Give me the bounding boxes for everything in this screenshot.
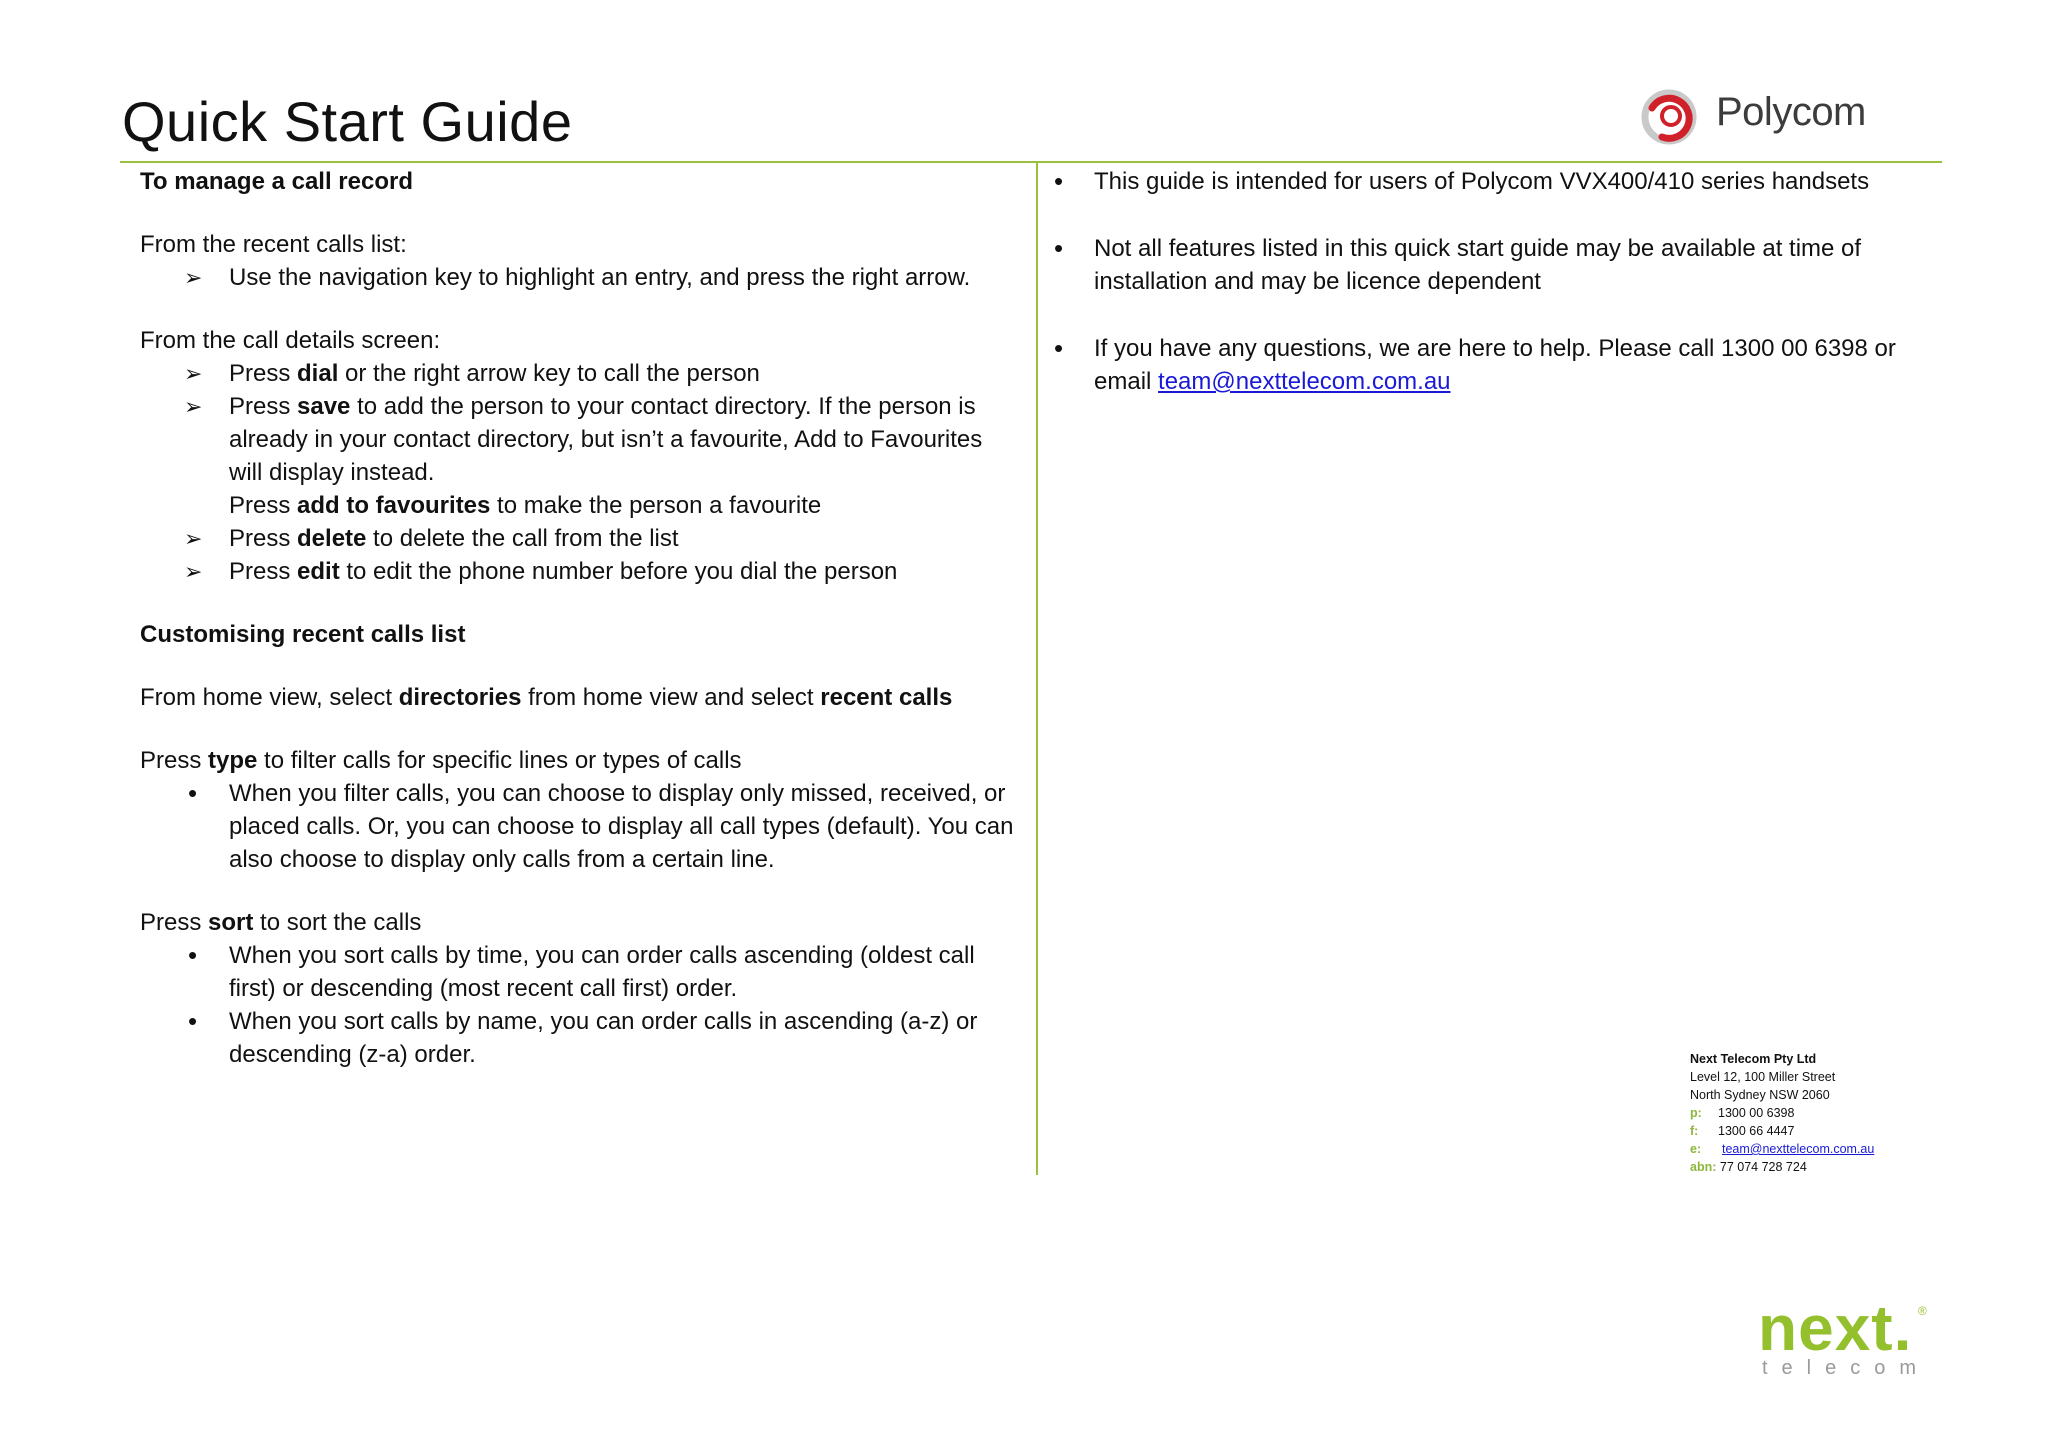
sort-items xyxy=(140,939,1020,1071)
list-item: ➢ Press delete to delete the call from the list xyxy=(140,522,1020,555)
list-item: • Not all features listed in this quick start guide may be available at time of installation and may be licence dependent xyxy=(1054,233,1862,295)
polycom-ring-icon xyxy=(1638,86,1704,148)
arrow-bullet-icon: ➢ xyxy=(184,265,203,290)
home-view-line: From home view, select directories from home view and select recent calls xyxy=(140,684,953,711)
arrow-bullet-icon: ➢ xyxy=(184,361,203,386)
bullet-icon: • xyxy=(1054,166,1064,196)
sort-line: Press sort to sort the calls xyxy=(140,909,422,936)
address-line-2: North Sydney NSW 2060 xyxy=(1690,1088,1830,1102)
contact-email-link[interactable]: team@nexttelecom.com.au xyxy=(1722,1142,1875,1156)
company-name: Next Telecom Pty Ltd xyxy=(1690,1052,1817,1066)
recent-list-intro: From the recent calls list: xyxy=(140,231,407,258)
recent-list-items xyxy=(140,261,1020,294)
column-divider xyxy=(1036,163,1038,1175)
email-line: e: team@nexttelecom.com.au xyxy=(1690,1142,1875,1156)
customise-heading: Customising recent calls list xyxy=(140,621,466,648)
header-rule xyxy=(120,161,1942,163)
list-item: • When you filter calls, you can choose to display only missed, received, or placed calls. Or, you can choose to display all call types (default). You can also choose to display only calls from a certain line. xyxy=(188,778,1014,873)
arrow-bullet-icon: ➢ xyxy=(184,394,203,419)
next-telecom-logo xyxy=(1758,1292,1938,1379)
arrow-bullet-icon: ➢ xyxy=(184,559,203,584)
list-item: ➢ Press edit to edit the phone number before you dial the person xyxy=(140,555,1020,588)
email-link[interactable]: team@nexttelecom.com.au xyxy=(1158,368,1451,395)
bullet-icon: • xyxy=(188,940,198,970)
bullet-icon: • xyxy=(1054,333,1064,363)
list-item: • When you sort calls by name, you can order calls in ascending (a-z) or descending (z-a) order. xyxy=(188,1006,978,1068)
info-items xyxy=(1046,165,1936,398)
details-items xyxy=(140,357,1020,588)
address-line-1: Level 12, 100 Miller Street xyxy=(1690,1070,1836,1084)
type-line: Press type to filter calls for specific lines or types of calls xyxy=(140,747,742,774)
polycom-logo xyxy=(1638,86,1878,148)
telecom-wordmark: telecom xyxy=(1762,1357,1931,1379)
list-item: • When you sort calls by time, you can order calls ascending (oldest call first) or descending (most recent call first) order. xyxy=(188,940,975,1002)
registered-mark: ® xyxy=(1918,1304,1927,1318)
right-column xyxy=(1046,165,1936,398)
page-title: Quick Start Guide xyxy=(122,90,573,153)
list-item: • This guide is intended for users of Polycom VVX400/410 series handsets xyxy=(1054,166,1870,196)
list-item: ➢ Press save to add the person to your contact directory. If the person is already in your contact directory, but isn’t a favourite, Add to Favourites will display instead. Press add to favourites to make the person a favourite xyxy=(140,390,1020,522)
contact-block xyxy=(1690,1050,1874,1176)
list-item: • If you have any questions, we are here to help. Please call 1300 00 6398 or email team@nexttelecom.com.au xyxy=(1054,333,1896,395)
list-item: ➢ Press dial or the right arrow key to call the person xyxy=(140,357,1020,390)
phone-line: p: 1300 00 6398 xyxy=(1690,1106,1795,1120)
next-wordmark: next. xyxy=(1758,1292,1913,1364)
bullet-icon: • xyxy=(188,1006,198,1036)
manage-heading: To manage a call record xyxy=(140,168,413,195)
fax-line: f: 1300 66 4447 xyxy=(1690,1124,1795,1138)
abn-line: abn: 77 074 728 724 xyxy=(1690,1160,1807,1174)
bullet-icon: • xyxy=(188,778,198,808)
type-items xyxy=(140,777,1020,876)
list-item: ➢ Use the navigation key to highlight an entry, and press the right arrow. xyxy=(140,261,1020,294)
bullet-icon: • xyxy=(1054,233,1064,263)
arrow-bullet-icon: ➢ xyxy=(184,526,203,551)
details-intro: From the call details screen: xyxy=(140,327,441,354)
left-column xyxy=(140,165,1020,1071)
polycom-wordmark: Polycom xyxy=(1716,90,1866,134)
